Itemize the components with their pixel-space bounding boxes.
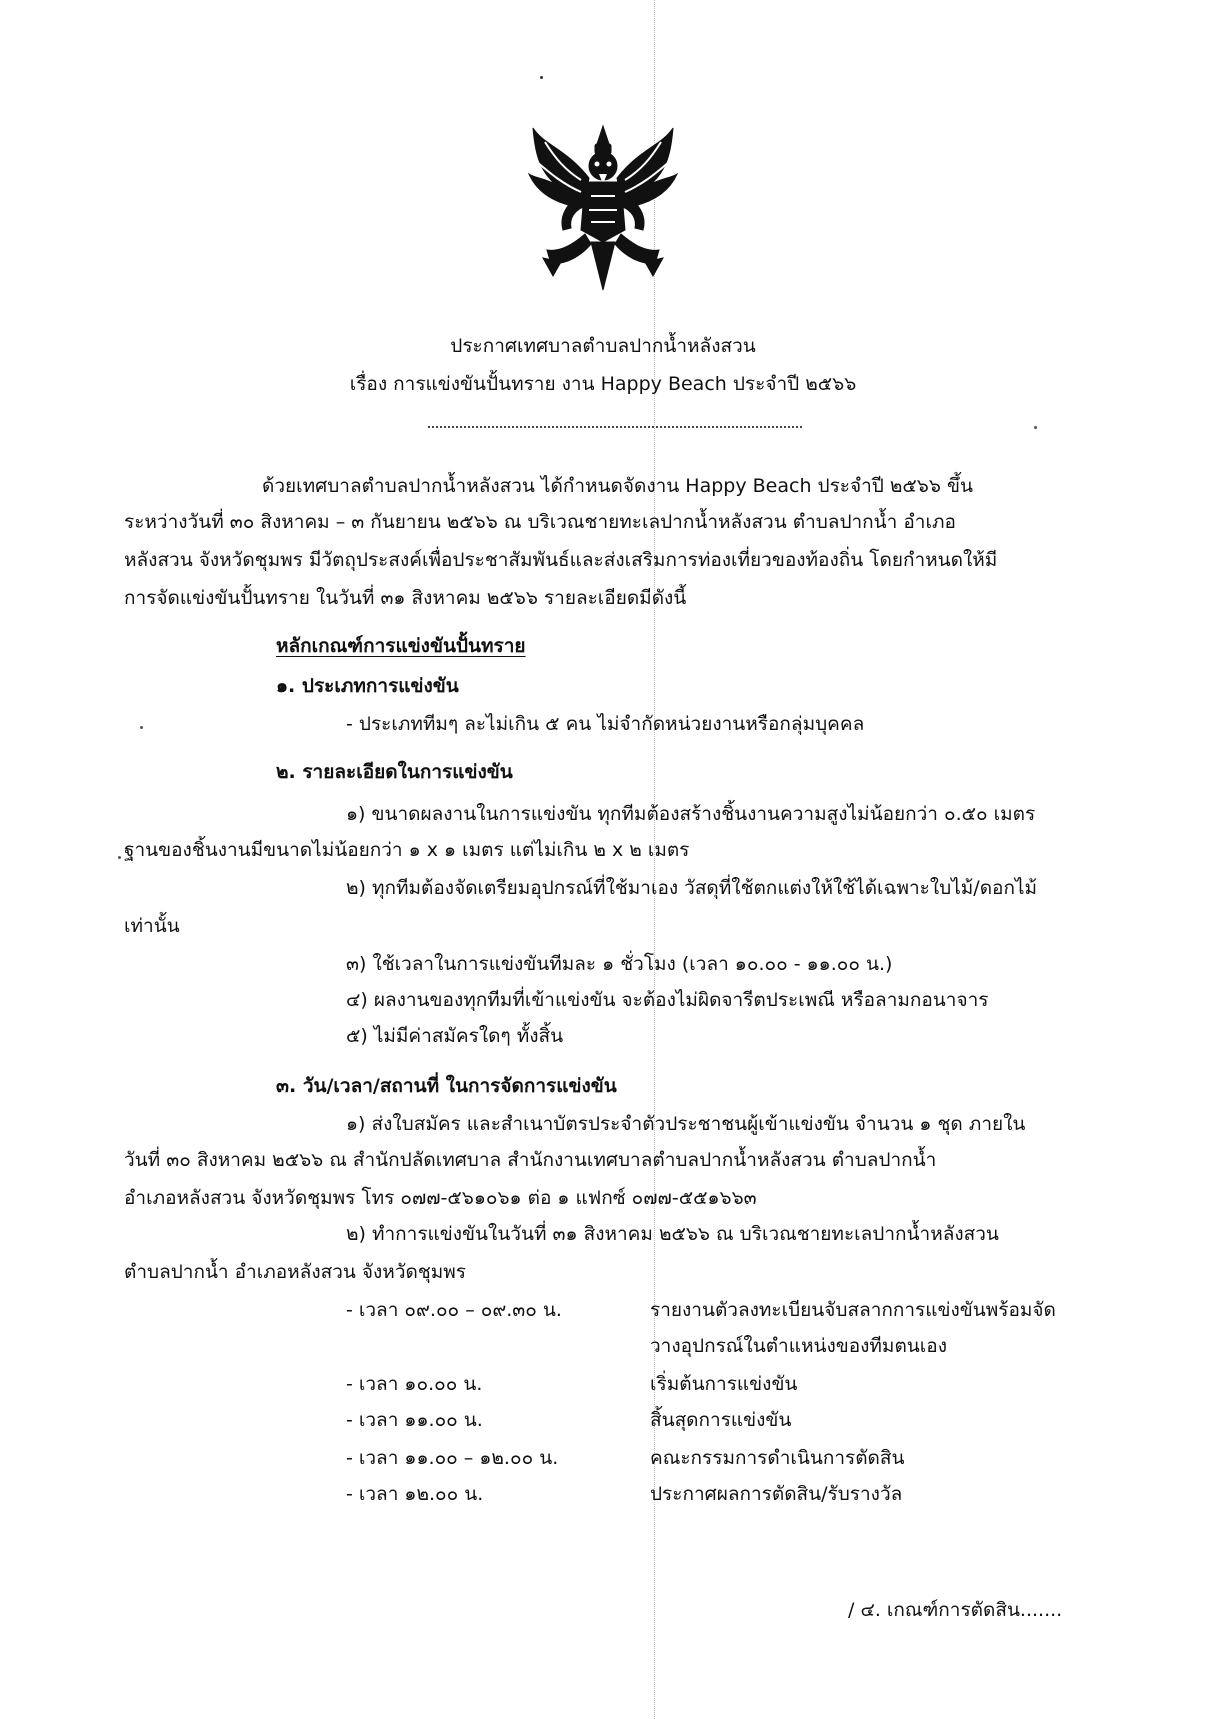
document-title: ประกาศเทศบาลตำบลปากน้ำหลังสวน <box>450 335 756 357</box>
schedule-activity: คณะกรรมการดำเนินการตัดสิน <box>650 1447 905 1469</box>
scan-speck <box>140 726 143 729</box>
header-divider <box>428 426 802 428</box>
section-3-item-1: ๑) ส่งใบสมัคร และสำเนาบัตรประจำตัวประชาชนผู้เข้าแข่งขัน จำนวน ๑ ชุด ภายใน <box>346 1113 1026 1135</box>
section-3-item-1-cont: วันที่ ๓๐ สิงหาคม ๒๕๖๖ ณ สำนักปลัดเทศบาล สำนักงานเทศบาลตำบลปากน้ำหลังสวน ตำบลปากน้ำ <box>124 1149 937 1171</box>
section-2-item-2: ๒) ทุกทีมต้องจัดเตรียมอุปกรณ์ที่ใช้มาเอง วัสดุที่ใช้ตกแต่งให้ใช้ได้เฉพาะใบไม้/ดอกไม้ <box>346 877 1038 899</box>
section-2-item-1-cont: ฐานของชิ้นงานมีขนาดไม่น้อยกว่า ๑ x ๑ เมตร แต่ไม่เกิน ๒ x ๒ เมตร <box>124 839 690 861</box>
intro-line-3: หลังสวน จังหวัดชุมพร มีวัตถุประสงค์เพื่อประชาสัมพันธ์และส่งเสริมการท่องเที่ยวของท้องถิ่น โดยกำหนดให้มี <box>124 549 998 571</box>
section-3-heading: ๓. วัน/เวลา/สถานที่ ในการจัดการแข่งขัน <box>276 1075 617 1097</box>
schedule-time: - เวลา ๐๙.๐๐ – ๐๙.๓๐ น. <box>346 1299 562 1321</box>
intro-line-1: ด้วยเทศบาลตำบลปากน้ำหลังสวน ได้กำหนดจัดงาน Happy Beach ประจำปี ๒๕๖๖ ขึ้น <box>262 475 973 497</box>
schedule-time: - เวลา ๑๑.๐๐ น. <box>346 1409 483 1431</box>
section-2-item-4: ๔) ผลงานของทุกทีมที่เข้าแข่งขัน จะต้องไม่ผิดจารีตประเพณี หรือลามกอนาจาร <box>346 989 989 1011</box>
section-2-heading: ๒. รายละเอียดในการแข่งขัน <box>276 761 513 783</box>
schedule-activity: ประกาศผลการตัดสิน/รับรางวัล <box>650 1483 903 1505</box>
section-2-item-1: ๑) ขนาดผลงานในการแข่งขัน ทุกทีมต้องสร้างชิ้นงานความสูงไม่น้อยกว่า ๐.๕๐ เมตร <box>346 803 1036 825</box>
scan-speck <box>1034 426 1037 429</box>
schedule-activity: สิ้นสุดการแข่งขัน <box>650 1409 792 1431</box>
section-1-item: - ประเภททีมๆ ละไม่เกิน ๕ คน ไม่จำกัดหน่วยงานหรือกลุ่มบุคคล <box>346 713 865 735</box>
section-1-heading: ๑. ประเภทการแข่งขัน <box>276 675 459 697</box>
scan-speck <box>118 856 121 859</box>
schedule-time: - เวลา ๑๑.๐๐ – ๑๒.๐๐ น. <box>346 1447 559 1469</box>
section-3-item-1-cont-2: อำเภอหลังสวน จังหวัดชุมพร โทร ๐๗๗-๕๖๑๐๖๑ ต่อ ๑ แฟกซ์ ๐๗๗-๕๕๑๖๖๓ <box>124 1187 757 1209</box>
schedule-activity: รายงานตัวลงทะเบียนจับสลากการแข่งขันพร้อมจัด <box>650 1299 1056 1321</box>
intro-line-4: การจัดแข่งขันปั้นทราย ในวันที่ ๓๑ สิงหาคม ๒๕๖๖ รายละเอียดมีดังนี้ <box>124 587 687 609</box>
section-3-item-2: ๒) ทำการแข่งขันในวันที่ ๓๑ สิงหาคม ๒๕๖๖ ณ บริเวณชายทะเลปากน้ำหลังสวน <box>346 1223 999 1245</box>
schedule-time: - เวลา ๑๐.๐๐ น. <box>346 1373 483 1395</box>
section-2-item-3: ๓) ใช้เวลาในการแข่งขันทีมละ ๑ ชั่วโมง (เวลา ๑๐.๐๐ - ๑๑.๐๐ น.) <box>346 953 893 975</box>
section-2-item-2-cont: เท่านั้น <box>124 915 180 937</box>
garuda-emblem-icon <box>525 118 681 296</box>
section-2-item-5: ๕) ไม่มีค่าสมัครใดๆ ทั้งสิ้น <box>346 1025 564 1047</box>
document-subject: เรื่อง การแข่งขันปั้นทราย งาน Happy Beach ประจำปี ๒๕๖๖ <box>349 373 857 395</box>
intro-line-2: ระหว่างวันที่ ๓๐ สิงหาคม – ๓ กันยายน ๒๕๖๖ ณ บริเวณชายทะเลปากน้ำหลังสวน ตำบลปากน้ำ อำเภอ <box>124 511 956 533</box>
page-continuation: / ๔. เกณฑ์การตัดสิน....... <box>848 1599 1063 1621</box>
criteria-heading: หลักเกณฑ์การแข่งขันปั้นทราย <box>276 635 526 657</box>
schedule-activity-cont: วางอุปกรณ์ในตำแหน่งของทีมตนเอง <box>650 1335 947 1357</box>
schedule-activity: เริ่มต้นการแข่งขัน <box>650 1373 798 1395</box>
section-3-item-2-cont: ตำบลปากน้ำ อำเภอหลังสวน จังหวัดชุมพร <box>124 1261 466 1283</box>
schedule-time: - เวลา ๑๒.๐๐ น. <box>346 1483 484 1505</box>
scan-speck <box>540 76 543 79</box>
